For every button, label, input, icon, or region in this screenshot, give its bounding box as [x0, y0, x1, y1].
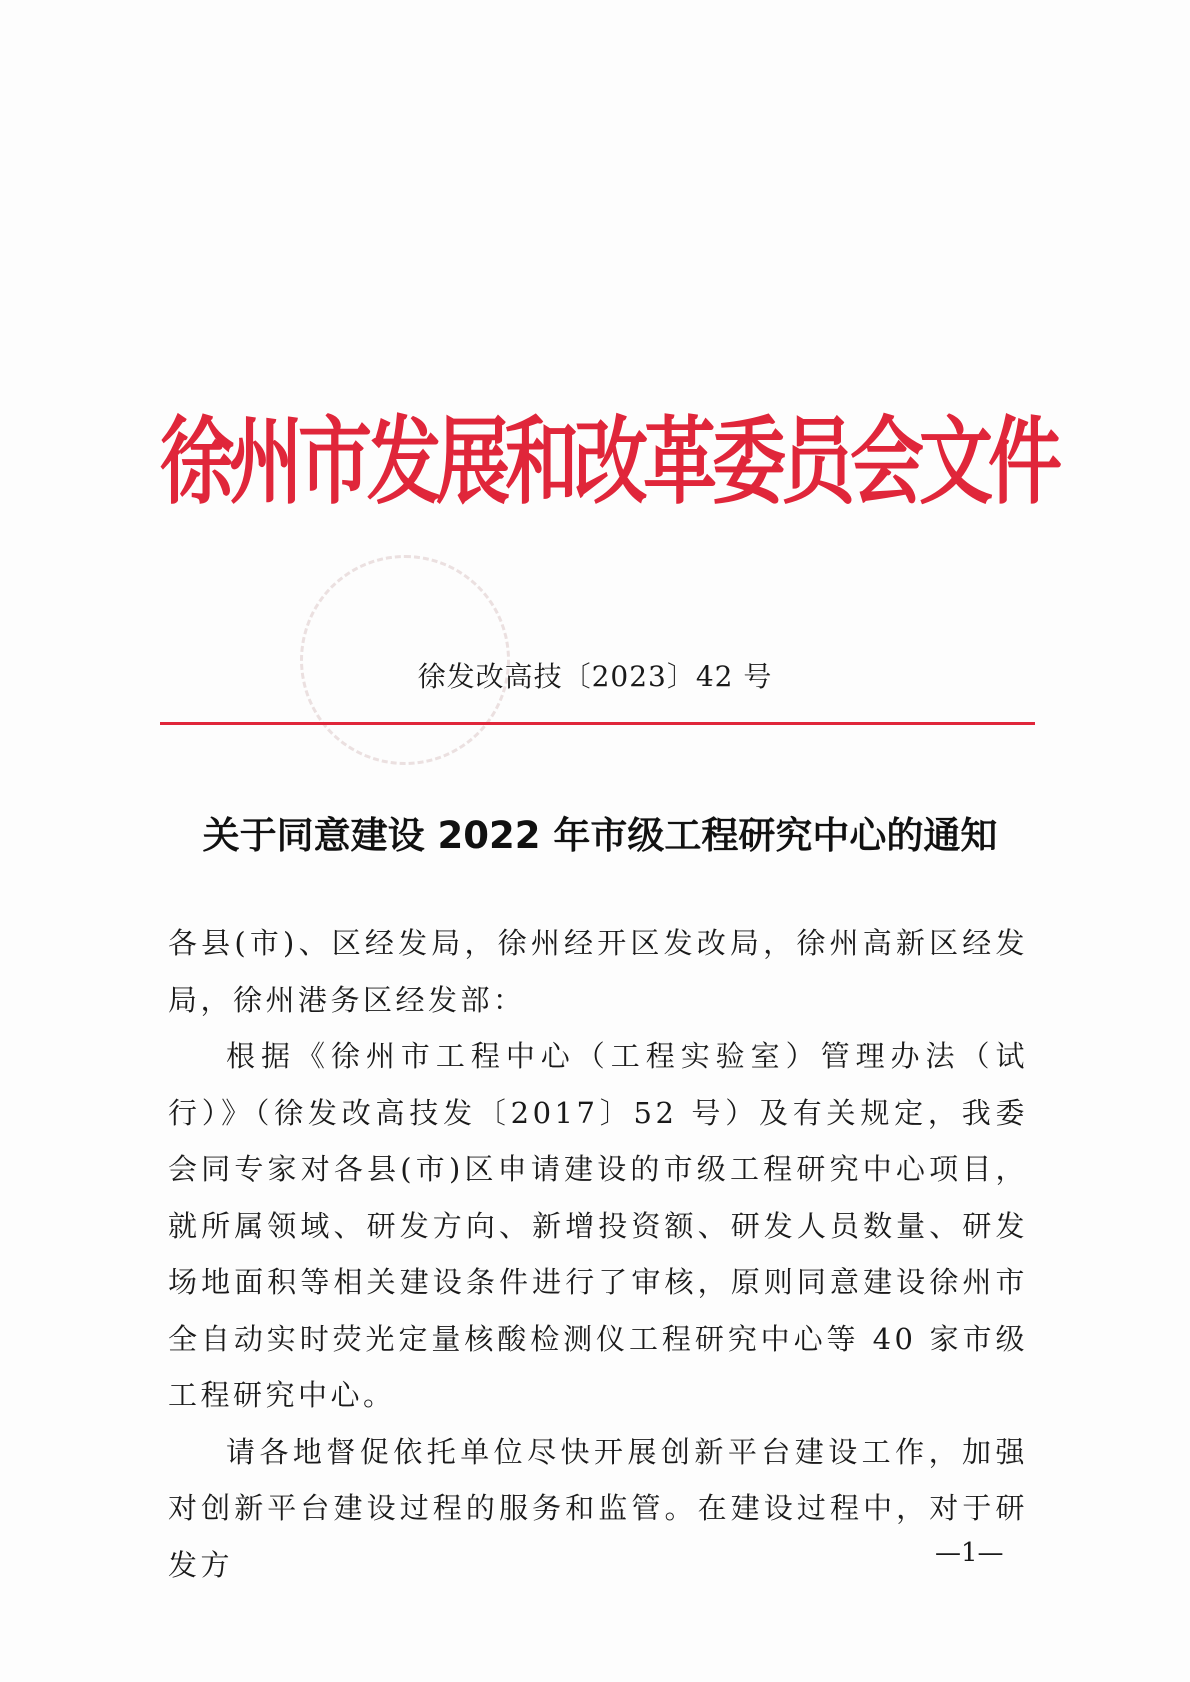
document-body: [168, 915, 1028, 1593]
body-paragraph: 请各地督促依托单位尽快开展创新平台建设工作，加强对创新平台建设过程的服务和监管。在建设过程中，对于研发方: [168, 1434, 1028, 1582]
page-number: —1—: [935, 1538, 1004, 1568]
document-title: 关于同意建设 2022 年市级工程研究中心的通知: [202, 814, 998, 857]
issuing-authority-header: 徐州市发展和改革委员会文件: [160, 407, 1057, 518]
red-separator-rule: [160, 722, 1035, 725]
document-number: 徐发改高技〔2023〕42 号: [417, 660, 773, 693]
body-paragraph: 根据《徐州市工程中心（工程实验室）管理办法（试行）》（徐发改高技发〔2017〕52 号）及有关规定，我委会同专家对各县(市)区申请建设的市级工程研究中心项目，就所属领域、研发方向、新增投资额、研发人员数量、研发场地面积等相关建设条件进行了审核，原则同意建设徐州市全自动实时荧光定量核酸检测仪工程研究中心等 40 家市级工程研究中心。: [168, 1039, 1028, 1412]
salutation: 各县(市)、区经发局，徐州经开区发改局，徐州高新区经发局，徐州港务区经发部：: [168, 926, 1028, 1017]
